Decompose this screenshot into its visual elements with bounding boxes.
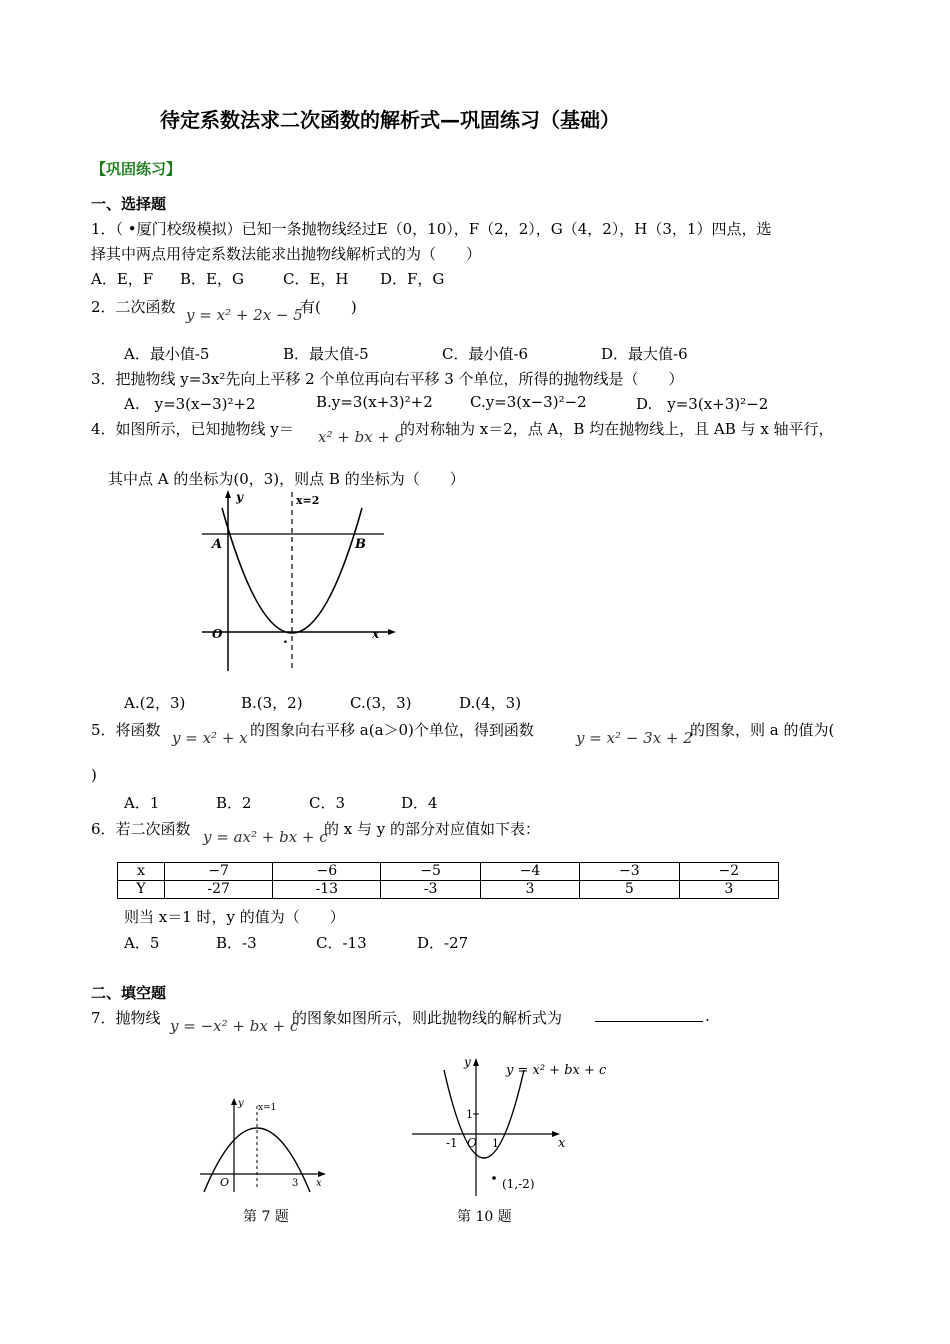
fig10-vertex-point <box>492 1176 496 1180</box>
q4-suffix: 的对称轴为 x＝2，点 A，B 均在抛物线上，且 AB 与 x 轴平行， <box>400 420 834 438</box>
q4-axis-label: x=2 <box>296 494 320 507</box>
q7-suffix: 的图象如图所示，则此抛物线的解析式为 <box>292 1009 563 1027</box>
q2-option-b: B．最大值-5 <box>283 345 369 363</box>
q3-option-b: B.y=3(x+3)²+2 <box>316 393 433 411</box>
q4-parabola-figure <box>200 488 400 674</box>
table-cell: −5 <box>381 863 480 881</box>
q4-x-label: x <box>372 627 380 641</box>
q7-formula: y = −x² + bx + c <box>170 1017 299 1035</box>
table-cell: -13 <box>273 881 381 899</box>
table-cell: −6 <box>273 863 381 881</box>
q5-suffix: 的图象，则 a 的值为( <box>690 721 835 739</box>
table-cell: -27 <box>165 881 273 899</box>
fig10-parabola-figure <box>408 1050 618 1200</box>
table-cell: Y <box>118 881 165 899</box>
q5-formula1: y = x² + x <box>172 729 248 747</box>
q4-option-b: B.(3，2) <box>241 694 303 712</box>
fig10-tick-y-1: 1 <box>466 1108 473 1121</box>
section-fill-heading: 二、填空题 <box>91 984 167 1002</box>
table-cell: −4 <box>480 863 579 881</box>
fig7-axis-label: x=1 <box>258 1103 277 1113</box>
page-title: 待定系数法求二次函数的解析式—巩固练习（基础） <box>160 108 620 132</box>
q4-formula: x² + bx + c <box>318 428 404 446</box>
q4-parabola <box>222 508 362 633</box>
q2-prefix: 2．二次函数 <box>91 298 176 316</box>
q2-option-a: A．最小值-5 <box>124 345 210 363</box>
table-cell: x <box>118 863 165 881</box>
table-row <box>118 881 779 899</box>
fig7-x-label: x <box>316 1178 322 1189</box>
q5-middle: 的图象向右平移 a(a＞0)个单位，得到函数 <box>250 721 534 739</box>
q1-option-a: A．E，F <box>91 270 154 288</box>
q1-line1: 1．（ •厦门校级模拟）已知一条抛物线经过E（0，10），F（2，2），G（4，2），H（3，1）四点，选 <box>91 220 772 238</box>
q4-prefix: 4．如图所示，已知抛物线 y＝ <box>91 420 294 438</box>
q4-option-c: C.(3，3) <box>350 694 412 712</box>
q6-prefix: 6．若二次函数 <box>91 820 191 838</box>
q6-option-c: C．-13 <box>316 934 367 952</box>
q3-option-c: C.y=3(x−3)²−2 <box>470 393 587 411</box>
fig10-tick-neg-1: -1 <box>446 1136 458 1150</box>
q7-end: . <box>705 1007 710 1025</box>
q5-option-d: D．4 <box>401 794 438 812</box>
table-cell: 3 <box>480 881 579 899</box>
q4-option-a: A.(2，3) <box>124 694 186 712</box>
table-cell: −7 <box>165 863 273 881</box>
q5-option-a: A．1 <box>124 794 160 812</box>
q4-point-a: A <box>212 537 223 552</box>
fig7-parabola-figure <box>196 1094 332 1194</box>
fig7-caption: 第 7 题 <box>243 1209 289 1225</box>
q6-option-b: B．-3 <box>216 934 257 952</box>
q3-option-a: A. y=3(x−3)²+2 <box>124 395 256 413</box>
section-tag: 【巩固练习】 <box>91 160 182 178</box>
fig10-y-label: y <box>464 1055 471 1069</box>
table-cell: -3 <box>381 881 480 899</box>
q6-line2: 则当 x＝1 时，y 的值为（ ） <box>124 908 345 926</box>
fig10-equation: y = x² + bx + c <box>506 1063 607 1078</box>
q7-answer-blank[interactable] <box>595 1007 703 1026</box>
q7-prefix: 7．抛物线 <box>91 1009 161 1027</box>
q4-dot: . <box>283 631 288 647</box>
q4-point-b: B <box>355 537 366 552</box>
fig10-origin: O <box>467 1136 477 1150</box>
q5-formula2: y = x² − 3x + 2 <box>576 729 693 747</box>
q2-option-d: D．最大值-6 <box>601 345 688 363</box>
q2-suffix: 有( ) <box>300 298 357 316</box>
q1-option-b: B．E，G <box>180 270 244 288</box>
table-row <box>118 863 779 881</box>
fig7-origin: O <box>220 1176 230 1189</box>
table-cell: 3 <box>679 881 778 899</box>
q2-formula: y = x² + 2x − 5 <box>186 306 303 324</box>
q6-option-d: D．-27 <box>417 934 469 952</box>
fig10-x-label: x <box>558 1136 566 1151</box>
q5-option-b: B．2 <box>216 794 252 812</box>
q6-suffix: 的 x 与 y 的部分对应值如下表： <box>324 820 541 838</box>
q1-line2: 择其中两点用待定系数法能求出抛物线解析式的为（ ） <box>91 245 482 263</box>
fig7-tick-3: 3 <box>292 1178 299 1189</box>
q3-option-d: D. y=3(x+3)²−2 <box>636 395 769 413</box>
q5-line2: ) <box>91 766 97 784</box>
q4-origin: O <box>212 627 223 641</box>
q5-prefix: 5．将函数 <box>91 721 161 739</box>
fig10-tick-x-1: 1 <box>492 1137 499 1150</box>
fig7-y-label: y <box>238 1098 244 1109</box>
q4-option-d: D.(4，3) <box>459 694 522 712</box>
table-cell: −3 <box>580 863 679 881</box>
fig10-caption: 第 10 题 <box>457 1209 512 1225</box>
q3-text: 3．把抛物线 y=3x²先向上平移 2 个单位再向右平移 3 个单位，所得的抛物线是（ ） <box>91 370 684 388</box>
section-choice-heading: 一、选择题 <box>91 195 167 213</box>
q2-option-c: C．最小值-6 <box>442 345 529 363</box>
table-cell: −2 <box>679 863 778 881</box>
q4-y-label: y <box>236 490 243 504</box>
q6-option-a: A．5 <box>124 934 160 952</box>
q4-line2: 其中点 A 的坐标为(0，3)，则点 B 的坐标为（ ） <box>108 470 465 488</box>
table-cell: 5 <box>580 881 679 899</box>
q5-option-c: C．3 <box>309 794 346 812</box>
q6-formula: y = ax² + bx + c <box>203 828 328 846</box>
q6-value-table <box>117 862 779 899</box>
fig10-vertex-label: (1,-2) <box>502 1177 535 1191</box>
q1-option-d: D．F，G <box>380 270 445 288</box>
q1-option-c: C．E，H <box>283 270 349 288</box>
